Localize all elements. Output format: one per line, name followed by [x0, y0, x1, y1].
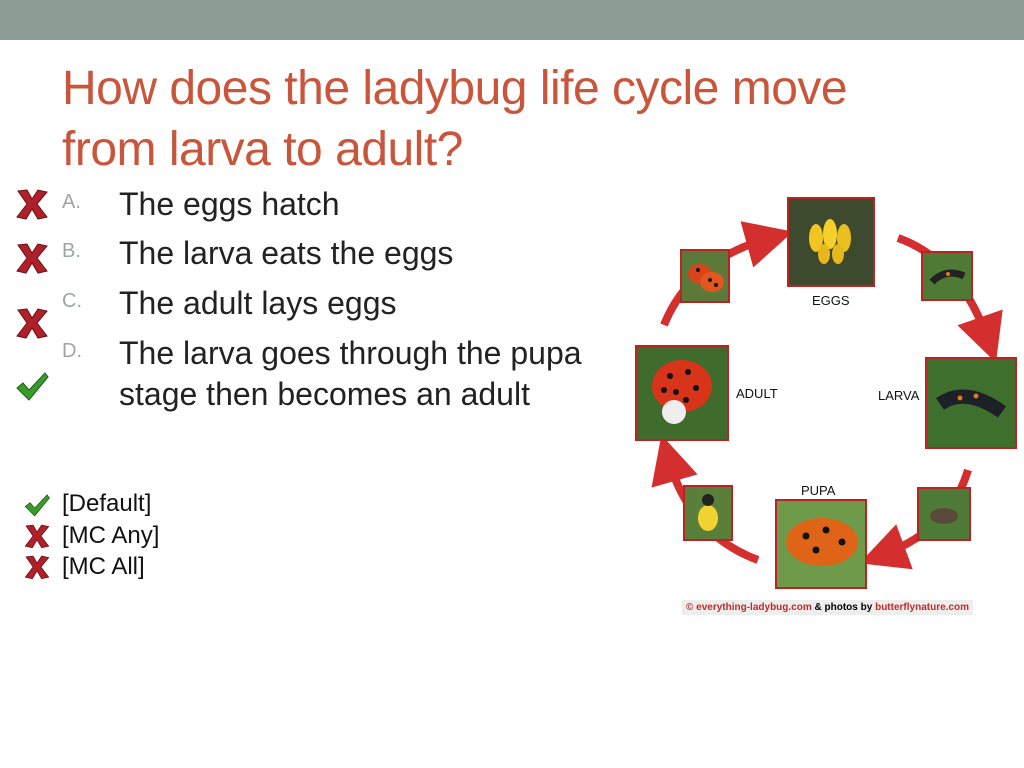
emerging-adult-photo [684, 486, 732, 540]
adult-photo [636, 346, 728, 440]
pupa-photo [776, 500, 866, 588]
option-text: The larva eats the eggs [119, 235, 454, 271]
larva-label: LARVA [878, 388, 920, 403]
slide-title: How does the ladybug life cycle move from larva to adult? [62, 62, 848, 176]
check-mark-icon [22, 491, 52, 519]
image-credit: © everything-ladybug.com & photos by butterflynature.com [682, 600, 973, 615]
mating-ladybugs-photo [681, 250, 729, 302]
x-mark-icon [22, 553, 52, 581]
life-cycle-illustration [630, 190, 1022, 620]
option-letter: D. [62, 340, 82, 362]
setting-mc-all: [MC All] [62, 553, 145, 580]
option-text: The adult lays eggs [119, 285, 397, 321]
check-mark-icon [14, 368, 50, 404]
option-text: The larva goes through the pupa stage then becomes an adult [119, 335, 582, 412]
option-text: The eggs hatch [119, 186, 340, 222]
x-mark-icon [22, 522, 52, 550]
x-mark-icon [14, 186, 50, 222]
life-cycle-diagram [630, 190, 1022, 620]
option-letter: C. [62, 290, 82, 312]
pupa-label: PUPA [801, 483, 836, 498]
top-bar [0, 0, 1024, 40]
x-mark-icon [14, 305, 50, 341]
setting-default: [Default] [62, 490, 152, 517]
setting-mc-any: [MC Any] [62, 522, 160, 549]
x-mark-icon [14, 240, 50, 276]
small-larva-photo [922, 252, 972, 300]
option-letter: B. [62, 240, 81, 262]
eggs-label: EGGS [812, 293, 850, 308]
larva-photo [926, 358, 1016, 448]
adult-label: ADULT [736, 386, 778, 401]
pre-pupa-photo [918, 488, 970, 540]
eggs-photo [788, 198, 874, 286]
option-letter: A. [62, 191, 81, 213]
